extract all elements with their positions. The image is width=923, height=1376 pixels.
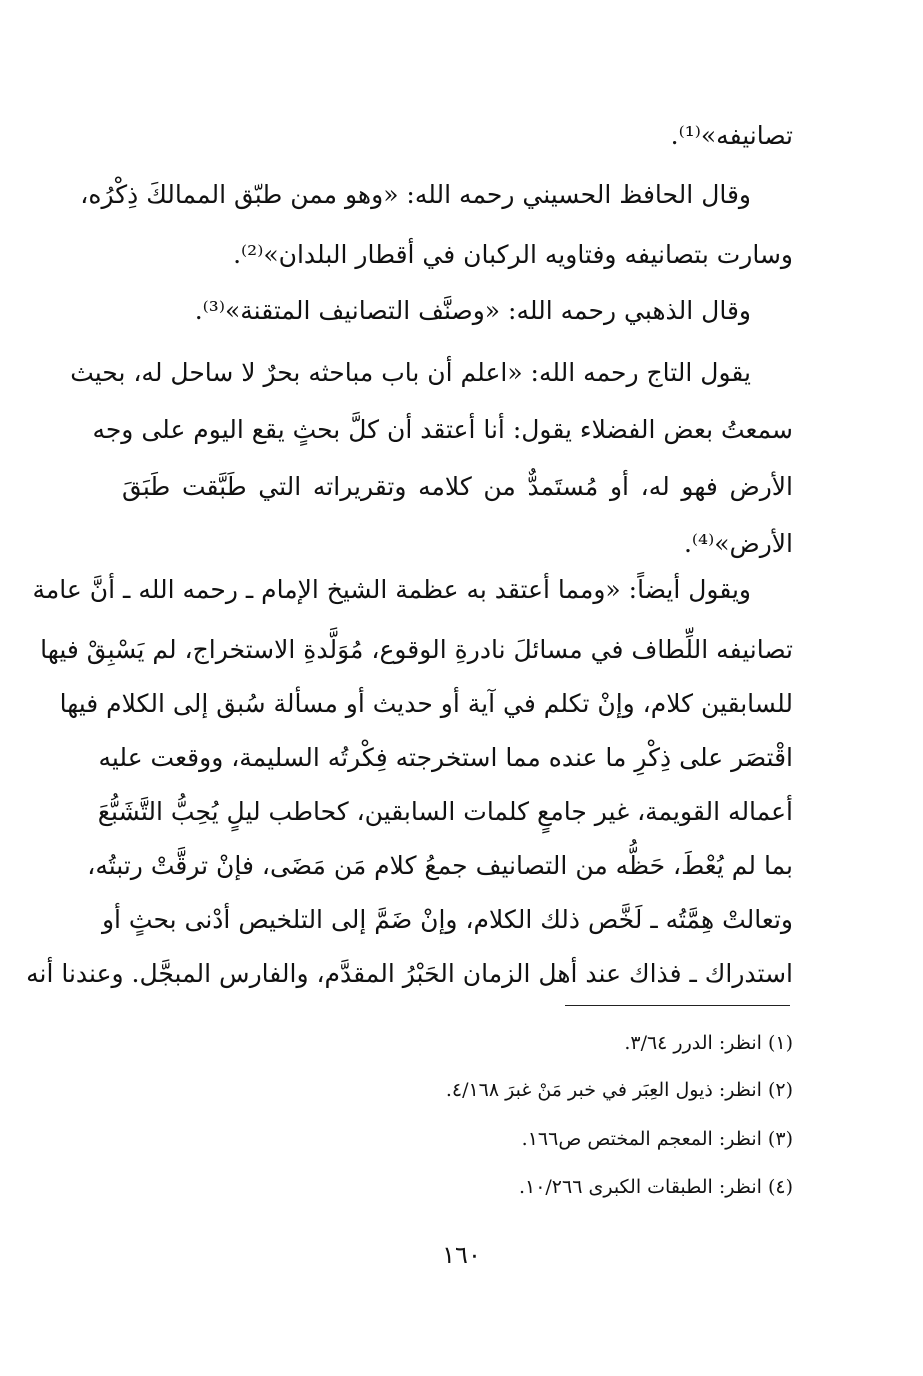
body-line: استدراك ـ فذاك عند أهل الزمان الحَبْرُ المقدَّم، والفارس المبجَّل. وعندنا أنه xyxy=(26,959,793,988)
body-line: وسارت بتصانيفه وفتاويه الركبان في أقطار البلدان»⁽²⁾. xyxy=(233,240,793,269)
body-line: بما لم يُعْطَ، حَظُّه من التصانيف جمعُ كلام مَن مَضَى، فإنْ ترقَّتْ رتبتُه، xyxy=(87,851,793,880)
body-line: الأرض فهو له، أو مُستَمدٌّ من كلامه وتقريراته التي طَبَّقت طَبَقَ xyxy=(122,472,793,501)
body-line: يقول التاج رحمه الله: «اعلم أن باب مباحثه بحرٌ لا ساحل له، بحيث xyxy=(70,358,751,387)
body-line: وتعالتْ هِمَّتُه ـ لَخَّص ذلك الكلام، وإنْ ضَمَّ إلى التلخيص أدْنى بحثٍ أو xyxy=(101,905,793,934)
body-line: الأرض»⁽⁴⁾. xyxy=(683,529,793,558)
body-line: للسابقين كلام، وإنْ تكلم في آية أو حديث أو مسألة سُبق إلى الكلام فيها xyxy=(59,689,793,718)
body-line: تصانيفه»⁽¹⁾. xyxy=(670,121,793,150)
body-line: اقْتصَر على ذِكْرِ ما عنده مما استخرجته فِكْرتُه السليمة، ووقعت عليه xyxy=(98,743,793,772)
footnote-separator xyxy=(565,1005,790,1006)
body-line: تصانيفه اللِّطاف في مسائلَ نادرةِ الوقوع، مُوَلَّدةِ الاستخراج، لم يَسْبِقْ فيها xyxy=(40,635,793,664)
body-line: وقال الذهبي رحمه الله: «وصنَّف التصانيف المتقنة»⁽³⁾. xyxy=(194,296,751,325)
footnote: (١) انظر: الدرر ٣/٦٤. xyxy=(624,1032,793,1054)
body-line: أعماله القويمة، غير جامعٍ كلمات السابقين، كحاطب ليلٍ يُحِبُّ التَّشَبُّعَ xyxy=(97,797,793,826)
footnote: (٤) انظر: الطبقات الكبرى ١٠/٢٦٦. xyxy=(518,1176,793,1198)
footnote: (٣) انظر: المعجم المختص ص١٦٦. xyxy=(521,1128,793,1150)
footnote: (٢) انظر: ذيول العِبَر في خبر مَنْ غبرَ ٤/١٦٨. xyxy=(445,1079,793,1101)
body-line: وقال الحافظ الحسيني رحمه الله: «وهو ممن طبّق الممالكَ ذِكْرُه، xyxy=(80,180,751,209)
body-line: سمعتُ بعض الفضلاء يقول: أنا أعتقد أن كلَّ بحثٍ يقع اليوم على وجه xyxy=(92,415,793,444)
page-number: ١٦٠ xyxy=(442,1241,481,1269)
body-line: ويقول أيضاً: «ومما أعتقد به عظمة الشيخ الإمام ـ رحمه الله ـ أنَّ عامة xyxy=(32,575,751,604)
